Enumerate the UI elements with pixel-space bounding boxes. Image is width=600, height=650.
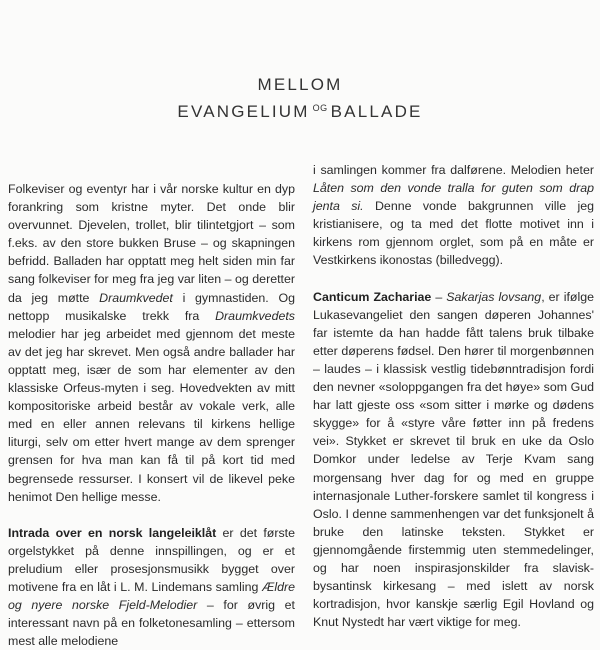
heading-canticum: Canticum Zachariae <box>313 289 432 304</box>
paragraph-continued <box>313 161 594 270</box>
heading-intrada: Intrada over en norsk langeleiklåt <box>8 525 217 540</box>
paragraph-canticum <box>313 288 594 632</box>
left-column <box>8 180 295 650</box>
italic-title-draumkvedets: Draumkvedets <box>215 308 295 323</box>
page-title <box>0 75 600 123</box>
text-span: , er ifølge Lukasevangeliet den sangen døperen Johannes' far istemte da han hadde fått talens bruk tilbake etter døperens fødsel. Den hører til morgenbønnen – laudes – i klassisk vestlig tidebønntradisjon fordi den nevner «soloppgangen fra det høye» som Gud har latt gjeste oss «som sitter i mørke og dødens skygge» for å «styre våre føtter inn på fredens vei». Stykket er skrevet til bruk en uke da Oslo Domkor under ledelse av Terje Kvam sang morgensang hver dag for og med en gruppe internasjonale Luther-forskere samlet til kongress i Oslo. I denne sammenhengen var det funksjonelt å bruke den latinske teksten. Stykket er gjennomgående firstemmig uten stemmedelinger, og har noen inspirasjonskilder fra slavisk-bysantinsk kirkesang – med islett av norsk kortradisjon, hvor kanskje særlig Egil Hovland og Knut Nystedt har vært viktige for meg. <box>313 289 594 630</box>
title-line-2 <box>0 97 600 123</box>
text-span: Folkeviser og eventyr har i vår norske kultur en dyp forankring som kristne myter. Det onde blir overvunnet. Djevelen, trollet, blir tilintetgjort – som f.eks. av den store bukken Bruse – og skapningen befridd. Balladen har opptatt meg helt siden min far sang folkeviser for meg fra jeg var liten – og deretter da jeg møtte <box>8 182 295 305</box>
text-span: – for øvrig et interessant navn på en folketonesamling – ettersom mest alle melodiene <box>8 598 295 649</box>
title-word-ballade: BALLADE <box>330 102 423 121</box>
text-span: Denne vonde bakgrunnen ville jeg kristianisere, og ta med det flotte motivet inn i kirkens rom gjennom orglet, som på en måte er Vestkirkens ikonostas (billedvegg). <box>313 199 594 268</box>
paragraph-intrada <box>8 524 295 650</box>
title-line-1: MELLOM <box>257 75 343 94</box>
title-word-evangelium: EVANGELIUM <box>177 102 310 121</box>
text-span: melodier har jeg arbeidet med gjennom det meste av det jeg har skrevet. Men også andre ballader har opptatt meg, især de som har elementer av den klassiske Orfeus-myten i seg. Hovedvekten av mitt kompositoriske arbeid består av vokale verk, alle med en eller annen relevans til kirkens hellige liturgi, selv om etter hvert mange av dem sprenger grensen for hva man kan få til på kort tid med begrensede ressurser. I konsert vil de likevel peke henimot Den hellige messe. <box>8 326 295 504</box>
text-span: er det første orgelstykket på denne innspillingen, og er et preludium eller prosesjonsmusikk bygget over motivene fra en låt i L. M. Lindemans samling <box>8 525 295 594</box>
right-column <box>313 161 594 631</box>
text-span: i gymnastiden. Og nettopp musikalske trekk fra <box>8 290 295 323</box>
paragraph-intro <box>8 180 295 506</box>
italic-title-fjeld-melodier: Ældre og nyere norske Fjeld-Melodier <box>8 579 295 613</box>
title-word-og: OG <box>312 103 328 113</box>
italic-title-laaten: Låten som den vonde tralla for guten som drap jenta si. <box>313 181 594 214</box>
text-span: – <box>431 289 447 304</box>
text-span: i samlingen kommer fra dalførene. Melodien heter <box>313 163 594 177</box>
italic-title-draumkvedet: Draumkvedet <box>99 290 173 305</box>
italic-title-sakarjas: Sakarjas lovsang <box>446 289 542 304</box>
